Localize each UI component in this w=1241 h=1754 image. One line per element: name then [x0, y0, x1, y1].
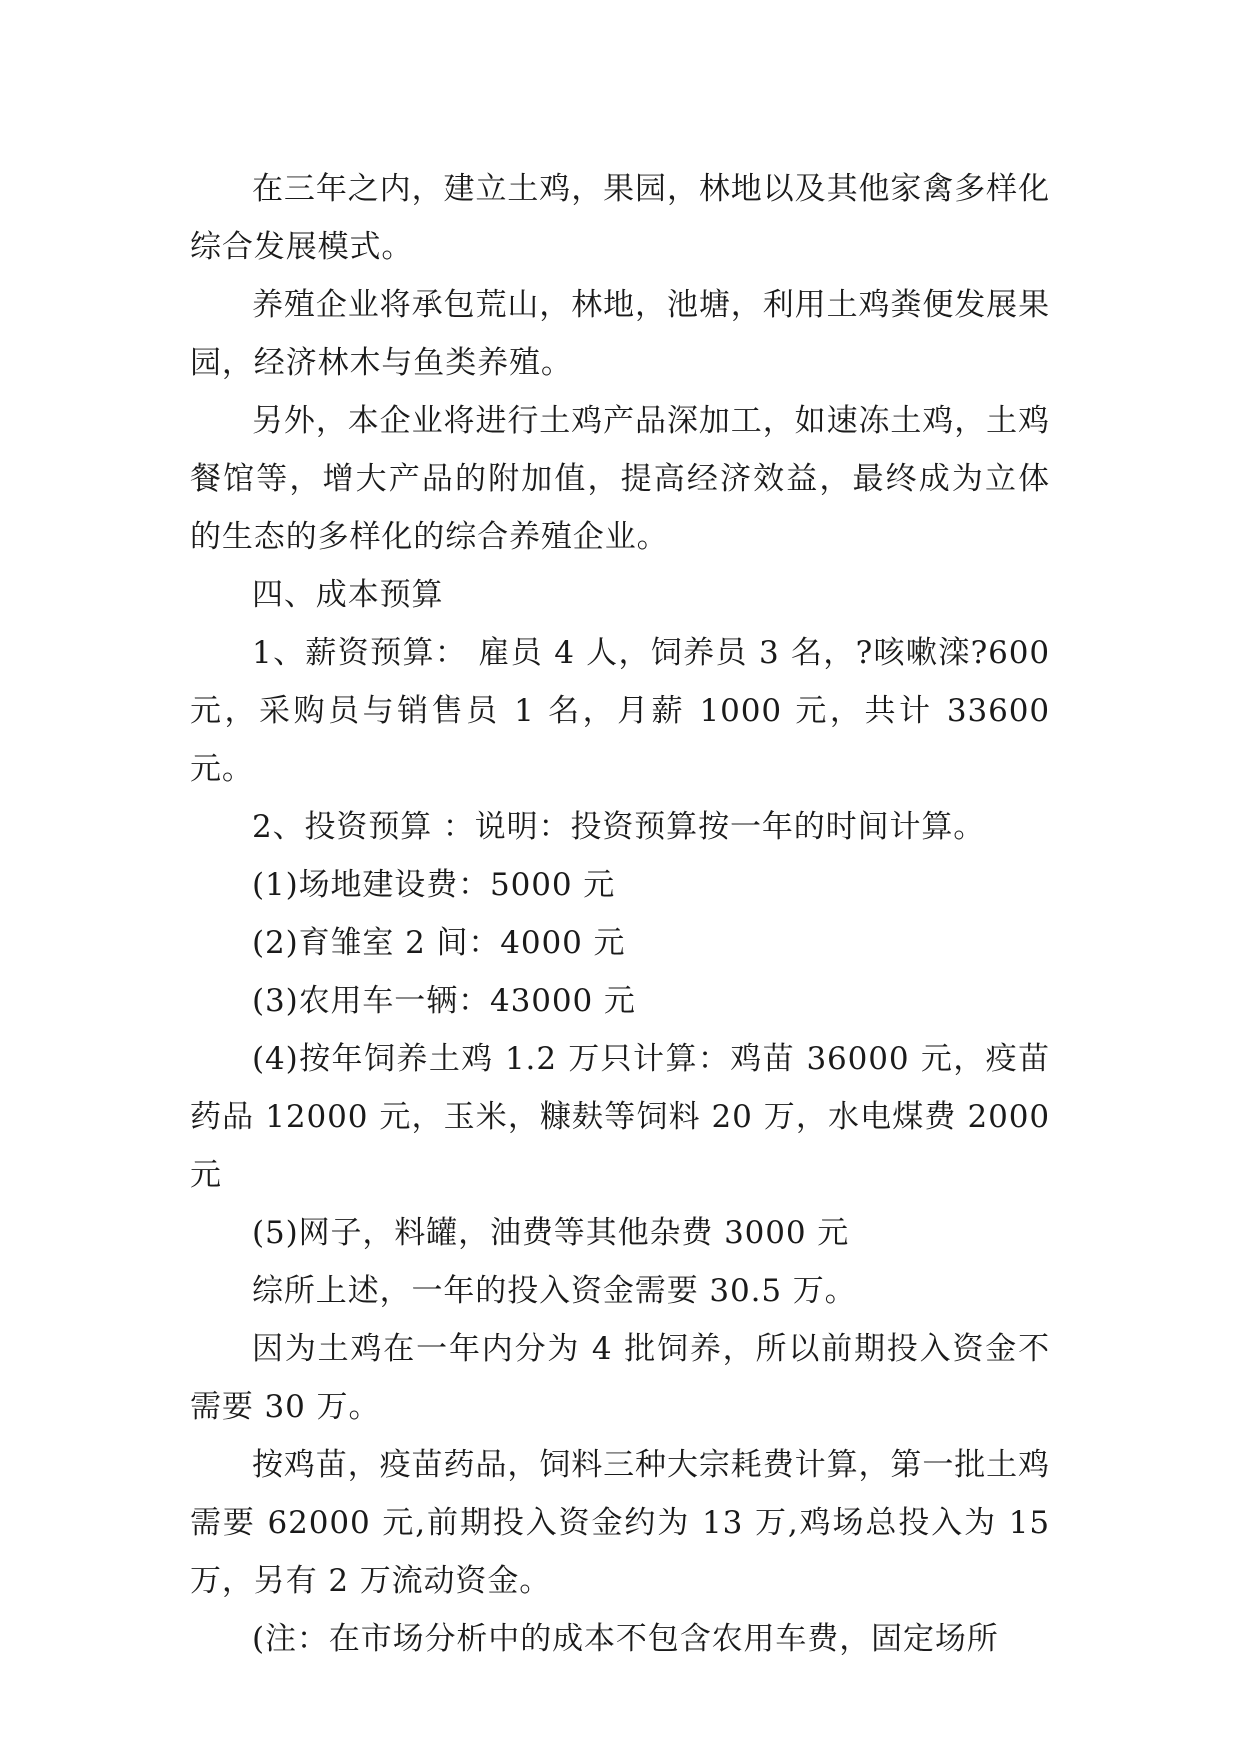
list-item-site-construction: (1)场地建设费：5000 元 — [252, 867, 616, 903]
paragraph-salary-budget: 1、薪资预算： 雇员 4 人，饲养员 3 名，?咳嗽滦?600 元，采购员与销售员 1 名，月薪 1000 元，共计 33600 元。 — [190, 635, 1050, 787]
document-page — [190, 160, 1050, 1668]
list-item-farm-vehicle: (3)农用车一辆：43000 元 — [252, 983, 636, 1019]
paragraph-batch-breeding: 因为土鸡在一年内分为 4 批饲养，所以前期投入资金不需要 30 万。 — [190, 1331, 1050, 1425]
paragraph-note: (注：在市场分析中的成本不包含农用车费，固定场所 — [252, 1621, 999, 1657]
list-item-brooding-room: (2)育雏室 2 间：4000 元 — [252, 925, 626, 961]
paragraph-land-contract: 养殖企业将承包荒山，林地，池塘，利用土鸡粪便发展果园，经济林木与鱼类养殖。 — [190, 287, 1050, 381]
paragraph-investment-budget: 2、投资预算 ：说明：投资预算按一年的时间计算。 — [252, 809, 986, 845]
list-item-misc-expenses: (5)网子，料罐，油费等其他杂费 3000 元 — [252, 1215, 850, 1251]
list-item-annual-breeding-cost: (4)按年饲养土鸡 1.2 万只计算：鸡苗 36000 元，疫苗药品 12000 元，玉米，糠麸等饲料 20 万，水电煤费 2000 元 — [190, 1041, 1050, 1193]
paragraph-total-investment: 综所上述，一年的投入资金需要 30.5 万。 — [252, 1273, 857, 1309]
paragraph-development-model: 在三年之内，建立土鸡，果园，林地以及其他家禽多样化综合发展模式。 — [190, 171, 1050, 265]
section-heading-cost-budget: 四、成本预算 — [252, 577, 444, 613]
paragraph-first-batch-cost: 按鸡苗，疫苗药品，饲料三种大宗耗费计算，第一批土鸡需要 62000 元,前期投入资金约为 13 万,鸡场总投入为 15 万，另有 2 万流动资金。 — [190, 1447, 1050, 1599]
paragraph-deep-processing: 另外，本企业将进行土鸡产品深加工，如速冻土鸡，土鸡餐馆等，增大产品的附加值，提高经济效益，最终成为立体的生态的多样化的综合养殖企业。 — [190, 403, 1050, 555]
